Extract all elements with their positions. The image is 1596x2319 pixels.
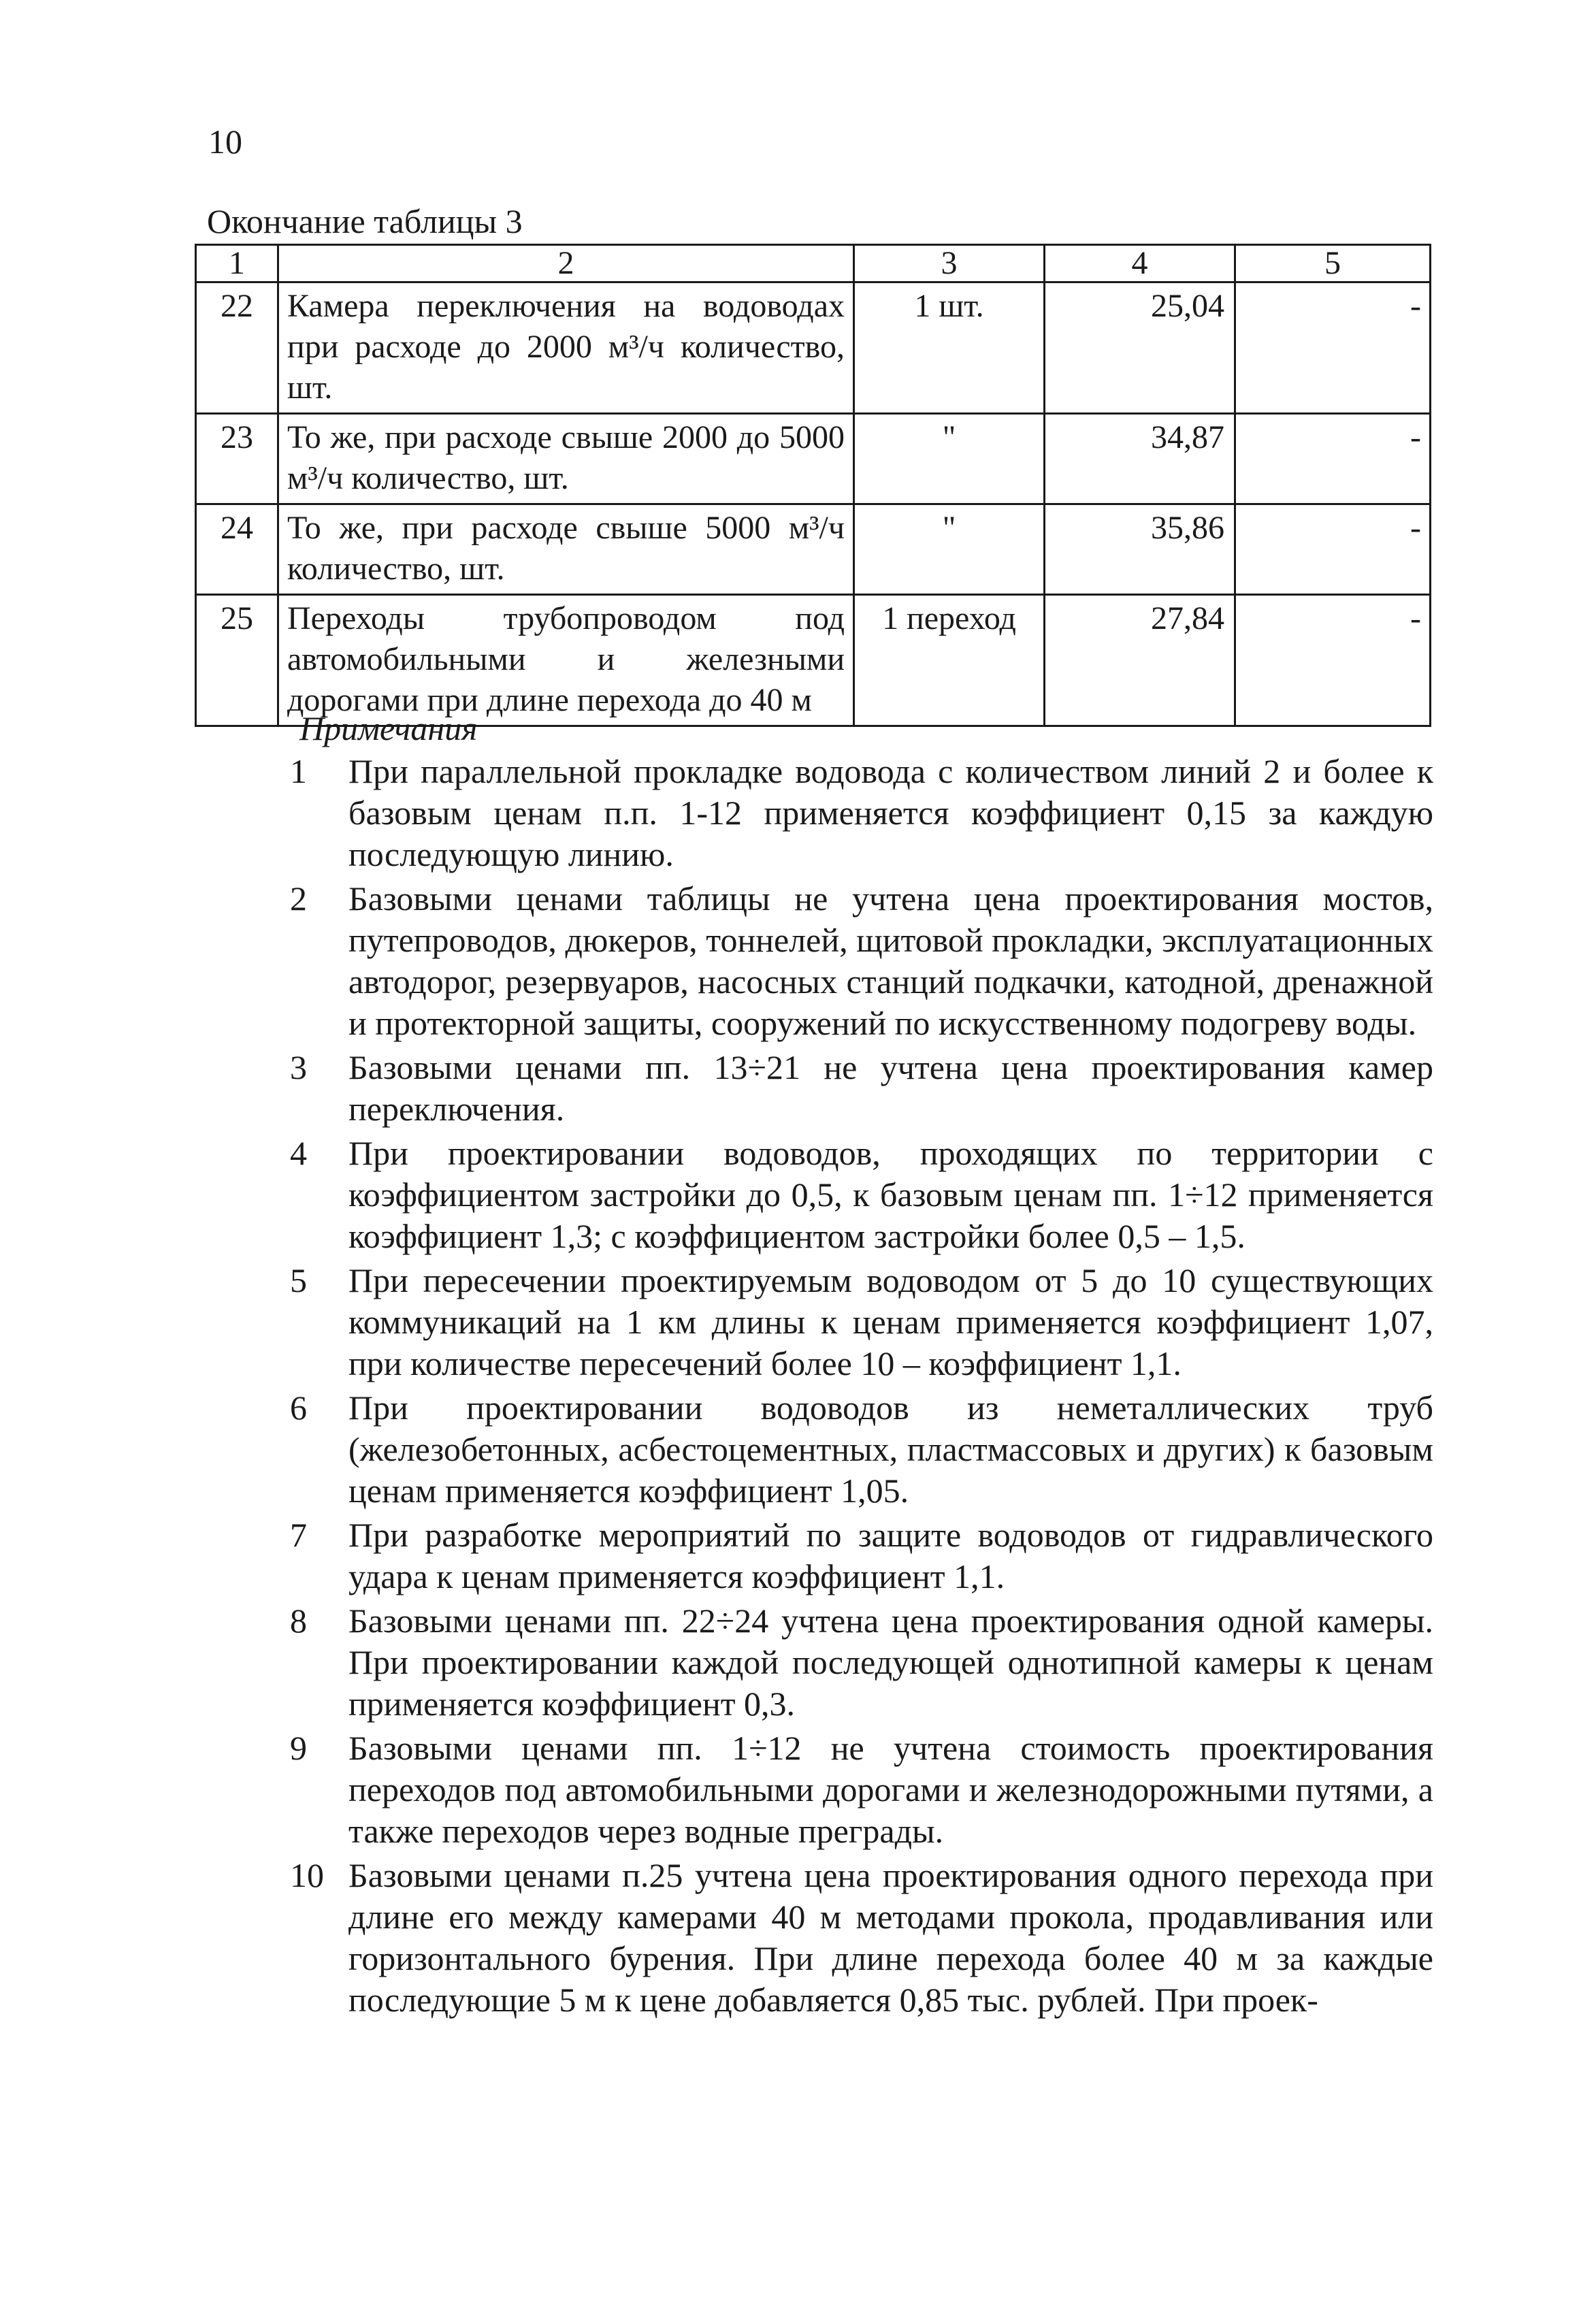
row-extra: - (1235, 504, 1431, 595)
note-item (290, 1387, 1433, 1512)
page-number: 10 (208, 123, 242, 161)
note-item (290, 1133, 1433, 1257)
note-text: Базовыми ценами пп. 13÷21 не учтена цена проектирования камер переключения. (348, 1048, 1433, 1128)
note-item (290, 878, 1433, 1044)
row-extra: - (1235, 595, 1431, 726)
note-item (290, 1600, 1433, 1725)
table-header-row (196, 245, 1431, 282)
note-text: При параллельной прокладке водовода с количеством линий 2 и более к базовым ценам п.п. 1-12 применяется коэффициент 0,15 за каждую последующую линию. (348, 752, 1433, 873)
row-name: То же, при расходе свыше 5000 м³/ч количество, шт. (278, 504, 854, 595)
row-name: То же, при расходе свыше 2000 до 5000 м³/ч количество, шт. (278, 414, 854, 504)
note-text: Базовыми ценами пп. 22÷24 учтена цена проектирования одной камеры. При проектировании каждой последующей однотипной камеры к ценам применяется коэффициент 0,3. (348, 1602, 1433, 1723)
note-number: 8 (290, 1602, 307, 1640)
note-item (290, 1260, 1433, 1384)
note-item (290, 1514, 1433, 1598)
table-row (196, 414, 1431, 504)
row-extra: - (1235, 282, 1431, 414)
row-unit: 1 шт. (854, 282, 1045, 414)
notes-title: Примечания (299, 709, 478, 747)
row-unit: " (854, 414, 1045, 504)
row-unit: " (854, 504, 1045, 595)
header-cell: 3 (854, 245, 1045, 282)
note-number: 10 (290, 1856, 324, 1894)
note-number: 7 (290, 1516, 307, 1554)
note-text: Базовыми ценами п.25 учтена цена проектирования одного перехода при длине его между камерами 40 м методами прокола, продавливания или горизонтального бурения. При длине перехода более 40 м за каждые последующие 5 м к цене добавляется 0,85 тыс. рублей. При проек- (348, 1856, 1433, 2019)
note-text: При разработке мероприятий по защите водоводов от гидравлического удара к ценам применяется коэффициент 1,1. (348, 1516, 1433, 1595)
row-name: Камера переключения на водоводах при расходе до 2000 м³/ч количество, шт. (278, 282, 854, 414)
note-text: При проектировании водоводов из неметаллических труб (железобетонных, асбестоцементных, пластмассовых и других) к базовым ценам применяется коэффициент 1,05. (348, 1389, 1433, 1510)
note-item (290, 751, 1433, 875)
note-number: 3 (290, 1048, 307, 1086)
header-cell: 1 (196, 245, 278, 282)
table-row (196, 504, 1431, 595)
header-cell: 4 (1045, 245, 1235, 282)
header-cell: 5 (1235, 245, 1431, 282)
note-number: 1 (290, 752, 307, 790)
row-price: 27,84 (1045, 595, 1235, 726)
note-text: Базовыми ценами таблицы не учтена цена проектирования мостов, путепроводов, дюкеров, тоннелей, щитовой прокладки, эксплуатационных автодорог, резервуаров, насосных станций подкачки, катодной, дренажной и протекторной защиты, сооружений по искусственному подогреву воды. (348, 879, 1433, 1042)
row-price: 34,87 (1045, 414, 1235, 504)
header-cell: 2 (278, 245, 854, 282)
table-row (196, 282, 1431, 414)
row-price: 35,86 (1045, 504, 1235, 595)
row-number: 23 (196, 414, 278, 504)
row-price: 25,04 (1045, 282, 1235, 414)
note-item (290, 1047, 1433, 1130)
row-extra: - (1235, 414, 1431, 504)
note-number: 4 (290, 1134, 307, 1172)
table-row (196, 595, 1431, 726)
note-number: 2 (290, 879, 307, 918)
row-number: 25 (196, 595, 278, 726)
row-name: Переходы трубопроводом под автомобильными и железными дорогами при длине перехода до 40 м (278, 595, 854, 726)
price-table (195, 244, 1431, 727)
note-item (290, 1855, 1433, 2021)
note-number: 9 (290, 1729, 307, 1767)
note-text: Базовыми ценами пп. 1÷12 не учтена стоимость проектирования переходов под автомобильными дорогами и железнодорожными путями, а также переходов через водные преграды. (348, 1729, 1433, 1850)
row-unit: 1 переход (854, 595, 1045, 726)
note-number: 5 (290, 1261, 307, 1299)
note-item (290, 1728, 1433, 1852)
table-caption: Окончание таблицы 3 (207, 202, 523, 240)
notes-section (290, 708, 1433, 2024)
row-number: 22 (196, 282, 278, 414)
row-number: 24 (196, 504, 278, 595)
note-number: 6 (290, 1389, 307, 1427)
note-text: При пересечении проектируемым водоводом от 5 до 10 существующих коммуникаций на 1 км длины к ценам применяется коэффициент 1,07, при количестве пересечений более 10 – коэффициент 1,1. (348, 1261, 1433, 1382)
note-text: При проектировании водоводов, проходящих по территории с коэффициентом застройки до 0,5, к базовым ценам пп. 1÷12 применяется коэффициент 1,3; с коэффициентом застройки более 0,5 – 1,5. (348, 1134, 1433, 1255)
